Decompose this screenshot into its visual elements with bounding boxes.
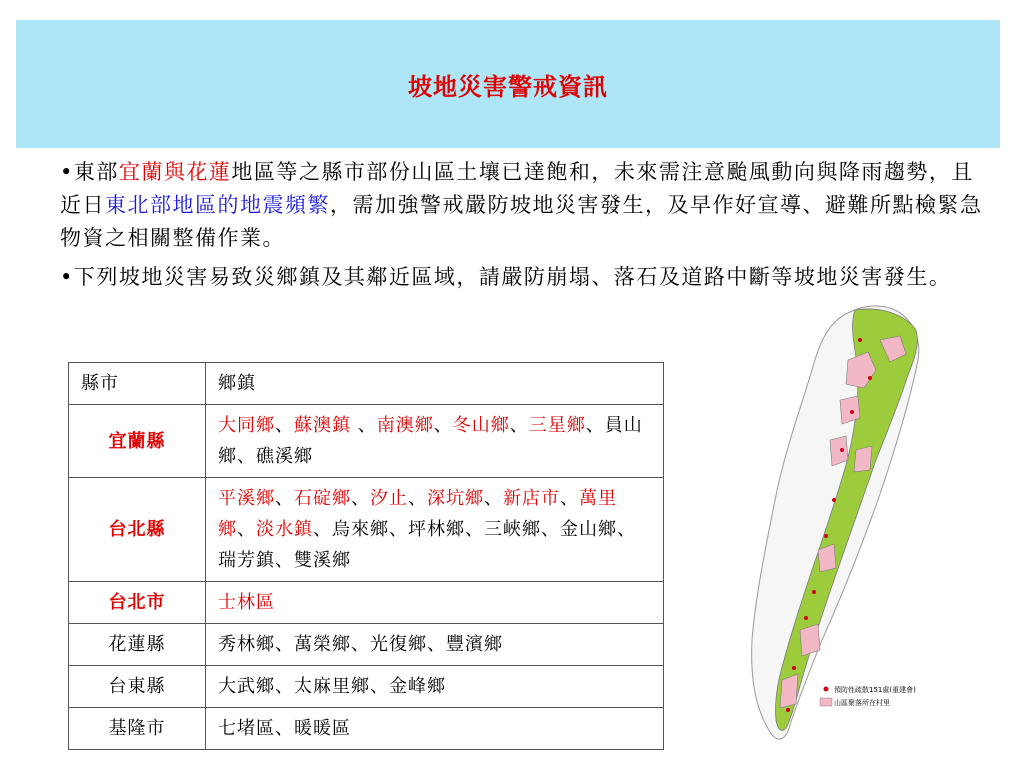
table-row	[69, 582, 664, 624]
county-cell: 台北縣	[69, 478, 206, 582]
township-cell	[206, 624, 664, 666]
township-name: 冬山鄉	[452, 415, 510, 436]
legend-dot-icon	[824, 687, 829, 692]
township-table	[68, 362, 664, 750]
table-row	[69, 666, 664, 708]
pink-zone-5	[854, 446, 872, 472]
township-name: 、	[509, 415, 529, 436]
township-name: 三星鄉	[528, 415, 586, 436]
township-name: 、	[560, 488, 579, 509]
bullet-text-segment: ，需加強警戒嚴防坡地災害發生，及早作好宣導、避難所點檢緊急物資之相關整備作業。	[60, 193, 983, 250]
township-name: 、	[275, 488, 294, 509]
township-name: 石碇鄉	[294, 488, 351, 509]
bullet-text-segment: 地區等之縣市部份山區土壤已達飽和，未來需注意颱風動向與降雨趨勢，且近日	[60, 160, 974, 217]
table-row	[69, 624, 664, 666]
township-name: 、烏來鄉、坪林鄉、三峽鄉、金山鄉、瑞芳鎮、雙溪鄉	[218, 519, 636, 571]
page-title: 坡地災害警戒資訊	[408, 71, 608, 101]
map-icon	[730, 300, 1000, 750]
county-cell: 台東縣	[69, 666, 206, 708]
header-township: 鄉鎮	[206, 363, 664, 405]
bullet-text-segment: 宜蘭與花蓮	[118, 160, 232, 184]
township-name: 大同鄉	[218, 415, 275, 436]
bullet-item	[60, 261, 990, 294]
county-cell: 基隆市	[69, 708, 206, 750]
bullet-marker: •	[60, 160, 74, 184]
township-name: 深坑鄉	[427, 488, 484, 509]
legend-pink-box-icon	[820, 698, 832, 706]
bullet-text-segment: 東部	[73, 160, 119, 184]
township-cell	[206, 708, 664, 750]
taiwan-map	[730, 300, 1000, 750]
township-name: 、員山鄉、礁溪鄉	[218, 415, 643, 467]
township-cell	[206, 405, 664, 478]
table-row	[69, 405, 664, 478]
title-band	[16, 20, 1000, 148]
township-name: 、	[351, 488, 370, 509]
township-name: 大武鄉、太麻里鄉、金峰鄉	[218, 676, 446, 697]
township-name: 南澳鄉	[376, 415, 434, 436]
table-row	[69, 478, 664, 582]
township-name: 蘇澳鎮	[294, 415, 351, 436]
township-name: 、	[351, 415, 377, 436]
map-legend	[820, 685, 916, 707]
township-cell	[206, 582, 664, 624]
township-name: 、	[275, 415, 294, 436]
township-name: 士林區	[218, 592, 275, 613]
township-cell	[206, 666, 664, 708]
header-county: 縣市	[69, 363, 206, 405]
township-name: 汐止	[370, 488, 408, 509]
township-name: 淡水鎮	[256, 519, 313, 540]
township-name: 七堵區、暖暖區	[218, 718, 351, 739]
table-row	[69, 708, 664, 750]
legend-label-village: 山區聚落所在村里	[834, 699, 890, 707]
township-name: 新店市	[503, 488, 560, 509]
bullet-text-segment: 下列坡地災害易致災鄉鎮及其鄰近區域，請嚴防崩塌、落石及道路中斷等坡地災害發生。	[73, 265, 952, 289]
township-name: 萬里鄉	[218, 488, 617, 540]
township-name: 、	[484, 488, 503, 509]
county-cell: 宜蘭縣	[69, 405, 206, 478]
township-name: 、	[237, 519, 256, 540]
legend-label-evacuation: 預防性疏散151處(重建會)	[834, 686, 916, 694]
bullet-marker: •	[60, 265, 74, 289]
bullet-text-segment: 東北部地區的地震頻繁	[105, 193, 330, 217]
bullet-item	[60, 156, 990, 255]
township-name: 、	[433, 415, 453, 436]
county-cell: 花蓮縣	[69, 624, 206, 666]
pink-zone-7	[800, 624, 820, 656]
township-name: 、	[408, 488, 427, 509]
bullet-list	[60, 156, 990, 300]
table-header-row	[69, 363, 664, 405]
township-name: 平溪鄉	[218, 488, 275, 509]
county-cell: 台北市	[69, 582, 206, 624]
township-name: 秀林鄉、萬榮鄉、光復鄉、豐濱鄉	[218, 634, 503, 655]
township-cell	[206, 478, 664, 582]
